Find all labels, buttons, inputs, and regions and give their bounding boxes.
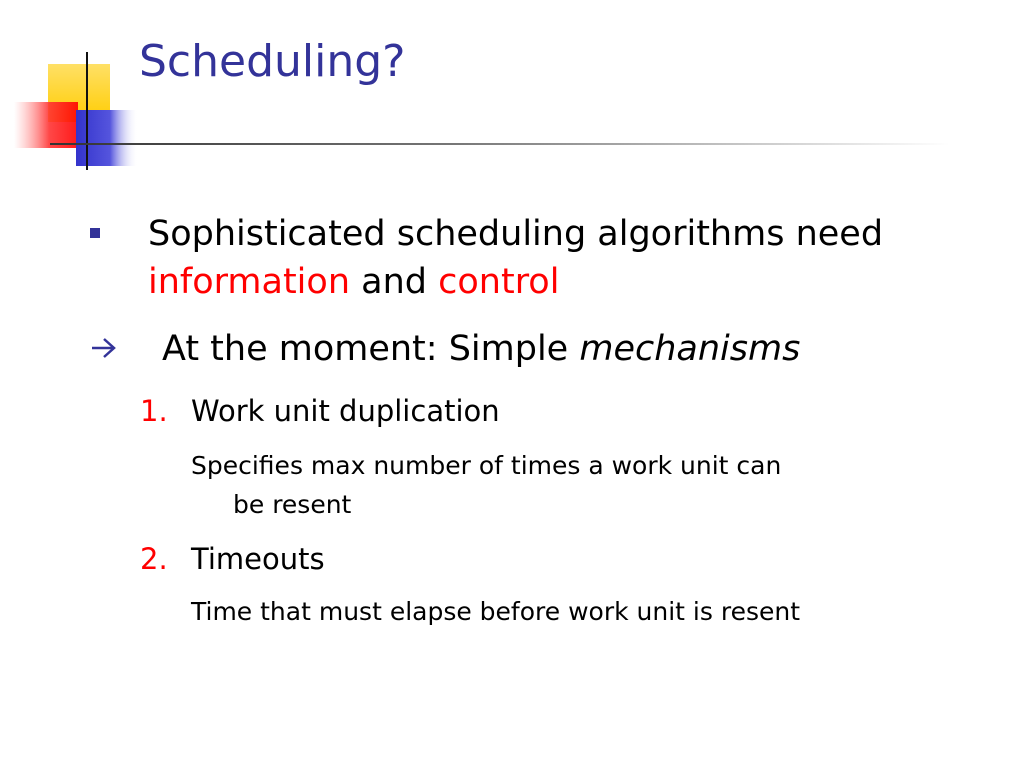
decor-blue-bar (76, 110, 138, 166)
bullet-main-text: Sophisticated scheduling algorithms need (148, 214, 884, 254)
item-label-2: Timeouts (191, 542, 325, 576)
slide-title: Scheduling? (139, 36, 406, 87)
square-bullet-icon (90, 228, 100, 238)
bullet-main (148, 210, 908, 306)
title-rule (50, 143, 950, 145)
decor-red-bar (14, 102, 78, 148)
item-label-1: Work unit duplication (191, 394, 500, 428)
bullet-main-and: and (350, 262, 439, 302)
item-number-1: 1. (140, 394, 168, 428)
item-number-2: 2. (140, 542, 168, 576)
arrow-line-text: At the moment: Simple (162, 329, 580, 369)
highlight-information: information (148, 262, 351, 302)
arrow-line (162, 327, 800, 371)
item-detail-1-line-2: be resent (233, 490, 352, 519)
item-detail-1-line-1: Specifies max number of times a work unit can (191, 451, 782, 480)
highlight-control: control (438, 262, 560, 302)
right-arrow-icon (90, 337, 118, 359)
arrow-line-emphasis: mechanisms (579, 329, 801, 369)
item-detail-2-line-1: Time that must elapse before work unit is resent (191, 597, 800, 626)
title-decoration (0, 0, 1024, 180)
